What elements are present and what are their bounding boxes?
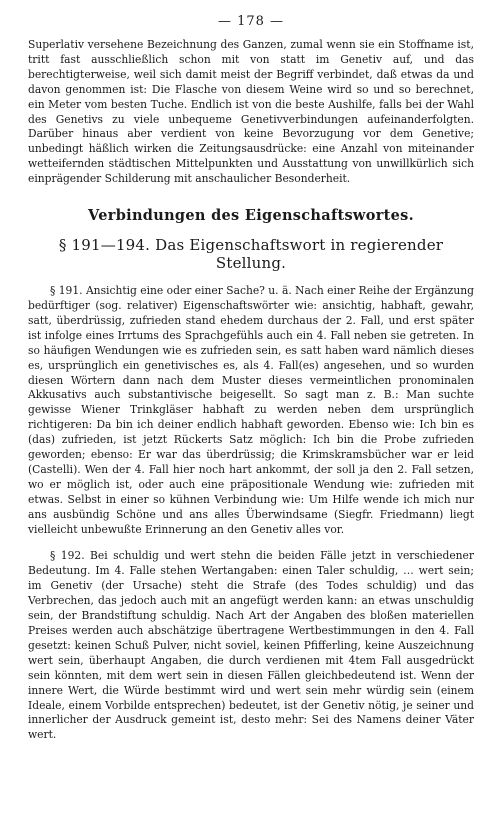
paragraph-gap [28,537,474,549]
paragraph-192: § 192. Bei schuldig und wert stehn die beiden Fälle jetzt in verschiedener Bedeutung. Im 4. Falle stehen Wertangaben: einen Taler schuldig, … wert sein; im Genetiv (der Ursache) steht die Strafe (des Todes schuldig) und das Verbrechen, das jedoch auch mit an angefügt werden kann: an etwas unschuldig sein, der Brandstiftung schuldig. Nach Art der Angaben des bloßen materiellen Preises werden auch abschätzige übertragene Wertbestimmungen in den 4. Fall gesetzt: keinen Schuß Pulver, nicht soviel, keinen Pfifferling, keine Auszeichnung wert sein, überhaupt Angaben, die durch verdienen mit 4tem Fall ausgedrückt sein könnten, mit dem wert sein in diesen Fällen gleichbedeutend ist. Wenn der innere Wert, die Würde bestimmt wird und wert sein mehr würdig sein (einem Ideale, einem Vorbilde entsprechen) bedeutet, ist der Genetiv nötig, je seiner und innerlicher der Ausdruck gemeint ist, desto mehr: Sei des Namens deiner Väter wert. [28,549,474,742]
section-heading: Verbindungen des Eigenschaftswortes. [88,207,414,225]
paragraph-191: § 191. Ansichtig eine oder einer Sache? u. ä. Nach einer Reihe der Ergänzung bedürftiger (sog. relativer) Eigenschaftswörter wie: ansichtig, habhaft, gewahr, satt, überdrüssig, zufrieden stand ehedem durchaus der 2. Fall, und erst später ist infolge eines Irrtums des Sprachgefühls auch ein 4. Fall neben sie getreten. In so häufigen Wendungen wie es zufrieden sein, es satt haben ward nämlich dieses es, ursprünglich ein genetivisches es, als 4. Fall(es) angesehen, und so wurden diesen Wörtern dann nach dem Muster dieses vermeintlichen pronominalen Akkusativs auch substantivische beigesellt. So sagt man z. B.: Man suchte gewisse Wiener Trinkgläser habhaft zu werden neben dem ursprünglich richtigeren: Da bin ich deiner endlich habhaft geworden. Ebenso wie: Ich bin es (das) zufrieden, ist jetzt Rückerts Satz möglich: Ich bin die Probe zufrieden geworden; ebenso: Er war das überdrüssig; die Krimskramsbücher war er leid (Castelli). Wen der 4. Fall hier noch hart ankommt, der soll ja den 2. Fall setzen, wo er möglich ist, oder auch eine präpositionale Wendung wie: zufrieden mit etwas. Selbst in einer so kühnen Verbindung wie: Um Hilfe wende ich mich nur ans ausbündig Schöne und ans alles Überwindsame (Siegfr. Friedmann) liegt vielleicht unbewußte Erinnerung an den Genetiv alles vor. [28,284,474,536]
book-page [28,14,474,743]
subsection-heading: § 191—194. Das Eigenschaftswort in regierender Stellung. [58,236,444,273]
page-number: — 178 — [217,14,285,29]
intro-paragraph: Superlativ versehene Bezeichnung des Ganzen, zumal wenn sie ein Stoffname ist, tritt fast ausschließlich schon mit von statt im Genetiv auf, und das berechtigterweise, weil sich damit meist der Begriff verbindet, daß etwas da und davon genommen ist: Die Flasche von diesem Weine wird so und so berechnet, ein Meter vom besten Tuche. Endlich ist von die beste Aushilfe, falls bei der Wahl des Genetivs zu viele unbequeme Genetivverbindungen aufeinanderfolgten. Darüber hinaus aber verdient von keine Bevorzugung vor dem Genetive; unbedingt häßlich wirken die Zeitungsausdrücke: eine Anzahl von miteinander wetteifernden städtischen Mittelpunkten und Ausstattung von unwillkürlich sich einprägender Schilderung mit anschaulicher Besonderheit. [28,38,474,186]
